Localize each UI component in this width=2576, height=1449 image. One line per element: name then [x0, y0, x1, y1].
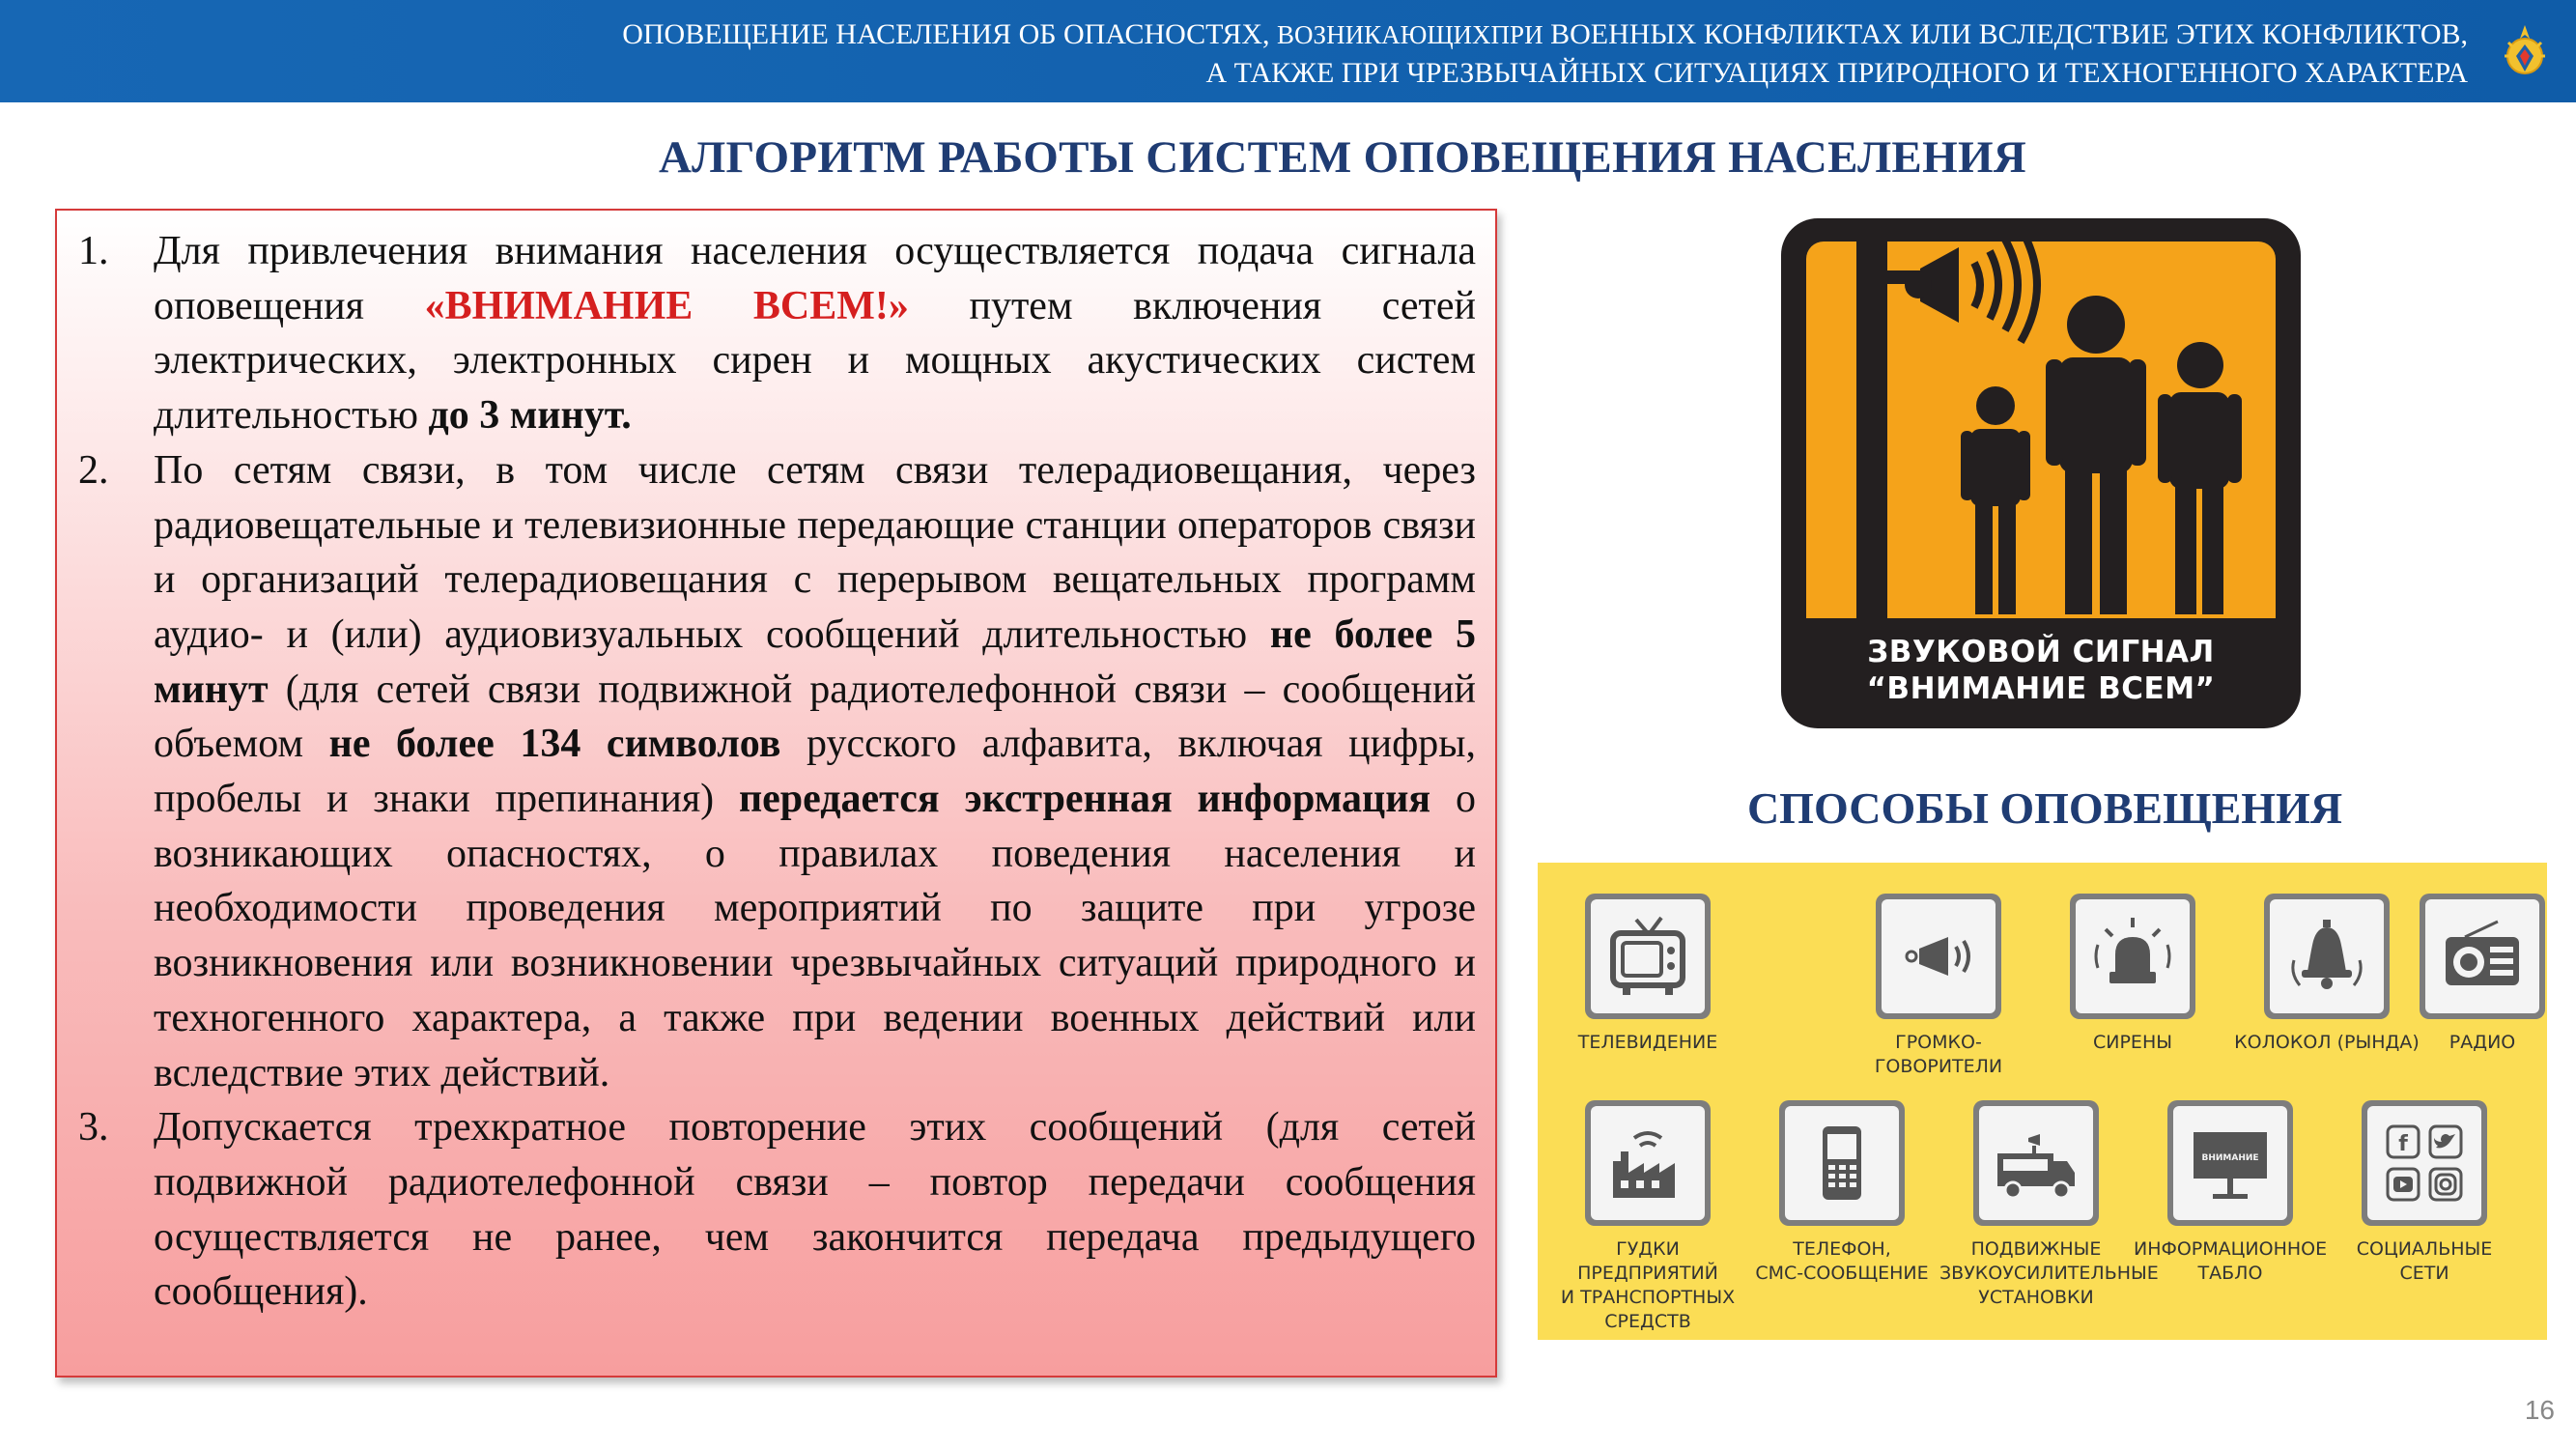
tile-inner	[1785, 1106, 1899, 1220]
method-sirens	[2036, 894, 2229, 1055]
method-info-board	[2134, 1100, 2327, 1286]
sign-caption-line-1: ЗВУКОВОЙ СИГНАЛ	[1867, 635, 2215, 669]
page-number: 16	[2524, 1395, 2555, 1425]
item-text: русского алфавита, включая цифры, пробелы и знаки препинания)	[154, 722, 1477, 822]
emchs-emblem-icon	[2495, 17, 2555, 87]
methods-title: СПОСОБЫ ОПОВЕЩЕНИЯ	[1746, 783, 2343, 833]
attention-signal-sign	[1781, 218, 2301, 728]
tile-frame	[1876, 894, 2001, 1019]
methods-panel	[1538, 863, 2547, 1340]
svg-text:f: f	[2398, 1132, 2408, 1156]
siren-icon	[2086, 910, 2179, 1003]
sms-limit: не более 134 символов	[328, 722, 781, 767]
sign-illustration	[1806, 242, 2276, 618]
emergency-info: передается экстренная информация	[738, 777, 1431, 822]
header-text	[246, 15, 2468, 93]
tile-frame	[2420, 894, 2545, 1019]
signal-duration: до 3 минут.	[428, 393, 632, 439]
method-bell	[2230, 894, 2423, 1055]
sign-caption-line-2: “ВНИМАНИЕ ВСЕМ”	[1866, 671, 2216, 706]
method-loudspeakers	[1842, 894, 2035, 1079]
tile-inner	[1591, 899, 1705, 1013]
method-radio	[2405, 894, 2560, 1055]
method-label: СИРЕНЫ	[2093, 1032, 2172, 1053]
loudspeaker-icon	[1892, 910, 1985, 1003]
item-text: путем включения сетей электрических, электронных сирен и мощных акустических систем длительностью	[154, 283, 1477, 439]
tile-frame	[2167, 1100, 2293, 1226]
list-item	[57, 1100, 1499, 1320]
tile-inner	[1979, 1106, 2093, 1220]
tile-inner	[2270, 899, 2384, 1013]
message-duration: не более 5 минут	[154, 611, 1476, 712]
tile-frame	[2070, 894, 2195, 1019]
method-label: СОЦИАЛЬНЫЕ СЕТИ	[2356, 1238, 2493, 1284]
page-title: АЛГОРИТМ РАБОТЫ СИСТЕМ ОПОВЕЩЕНИЯ НАСЕЛЕНИЯ	[658, 132, 2027, 183]
item-text: Для привлечения внимания населения осуществляется подача сигнала оповещения	[154, 229, 1476, 328]
tile-frame	[1585, 894, 1711, 1019]
item-number: 3.	[78, 1105, 109, 1151]
method-label: ПОДВИЖНЫЕ ЗВУКОУСИЛИТЕЛЬНЫЕ УСТАНОВКИ	[1939, 1238, 2159, 1308]
method-phone-sms	[1745, 1100, 1939, 1286]
item-body: Допускается трехкратное повторение этих сообщений (для сетей подвижной радиотелефонной связи – повтор передачи сообщения осуществляется не ранее, чем закончится передача предыдущего сообщения).	[154, 1105, 1476, 1315]
header-line-1	[246, 15, 2468, 54]
tile-inner	[1591, 1106, 1705, 1220]
tile-frame	[1779, 1100, 1905, 1226]
item-text: о возникающих опасностях, о правилах поведения населения и необходимости проведения мероприятий по защите при угрозе возникновения или возникновении чрезвычайных ситуаций природного и техногенного характера, а также при ведении военных действий или вследствие этих действий.	[154, 777, 1476, 1095]
board-icon	[2184, 1117, 2277, 1209]
header-line-1b: ВОЗНИКАЮЩИХПРИ	[1277, 20, 1543, 49]
item-body	[154, 224, 1476, 443]
algorithm-list	[57, 224, 1499, 1320]
item-number: 2.	[78, 447, 109, 493]
tile-inner	[2076, 899, 2190, 1013]
social-icon	[2378, 1117, 2471, 1209]
tile-inner	[2367, 1106, 2481, 1220]
tv-icon	[1601, 910, 1694, 1003]
bell-icon	[2280, 910, 2373, 1003]
signal-name: «ВНИМАНИЕ ВСЕМ!»	[424, 283, 909, 328]
factory-icon	[1601, 1117, 1694, 1209]
header-line-1a: ОПОВЕЩЕНИЕ НАСЕЛЕНИЯ ОБ ОПАСНОСТЯХ,	[622, 18, 1278, 50]
algorithm-text-panel	[55, 209, 1497, 1378]
list-item	[57, 224, 1499, 443]
tile-frame	[1585, 1100, 1711, 1226]
method-label: РАДИО	[2449, 1032, 2516, 1053]
item-body	[154, 443, 1476, 1100]
method-label: КОЛОКОЛ (РЫНДА)	[2234, 1032, 2420, 1053]
method-tv	[1551, 894, 1744, 1055]
method-label: ТЕЛЕФОН, СМС-СООБЩЕНИЕ	[1755, 1238, 1929, 1284]
item-text: (для сетей связи подвижной радиотелефонной связи – сообщений объемом	[154, 667, 1476, 767]
tile-inner	[2173, 1106, 2287, 1220]
phone-icon	[1796, 1117, 1888, 1209]
item-number: 1.	[78, 229, 109, 273]
tile-inner	[1882, 899, 1996, 1013]
tile-frame	[1973, 1100, 2099, 1226]
vehicle-icon	[1990, 1117, 2082, 1209]
header-line-1c: ВОЕННЫХ КОНФЛИКТАХ ИЛИ ВСЛЕДСТВИЕ ЭТИХ КОНФЛИКТОВ,	[1543, 18, 2468, 50]
header-bar	[0, 0, 2576, 102]
method-label: ГУДКИ ПРЕДПРИЯТИЙ И ТРАНСПОРТНЫХ СРЕДСТВ	[1560, 1238, 1736, 1332]
sign-caption	[1781, 634, 2301, 707]
list-item	[57, 443, 1499, 1100]
tile-frame	[2264, 894, 2390, 1019]
method-mobile-units	[1939, 1100, 2159, 1310]
method-social	[2328, 1100, 2521, 1286]
method-factory-horns	[1551, 1100, 1744, 1334]
board-text: ВНИМАНИЕ	[2201, 1153, 2259, 1163]
tile-frame	[2362, 1100, 2487, 1226]
item-text: По сетям связи, в том числе сетям связи телерадиовещания, через радиовещательные и телевизионные передающие станции операторов связи и организаций телерадиовещания с перерывом вещательных программ аудио- и (или) аудиовизуальных сообщений длительностью	[154, 447, 1476, 657]
method-label: ТЕЛЕВИДЕНИЕ	[1577, 1032, 1718, 1053]
tile-inner	[2425, 899, 2539, 1013]
people-siren-icon	[1806, 242, 2276, 618]
radio-icon	[2436, 910, 2529, 1003]
method-label: ИНФОРМАЦИОННОЕ ТАБЛО	[2134, 1238, 2328, 1284]
method-label: ГРОМКО- ГОВОРИТЕЛИ	[1874, 1032, 2003, 1077]
header-line-2: А ТАКЖЕ ПРИ ЧРЕЗВЫЧАЙНЫХ СИТУАЦИЯХ ПРИРОДНОГО И ТЕХНОГЕННОГО ХАРАКТЕРА	[1205, 57, 2468, 89]
